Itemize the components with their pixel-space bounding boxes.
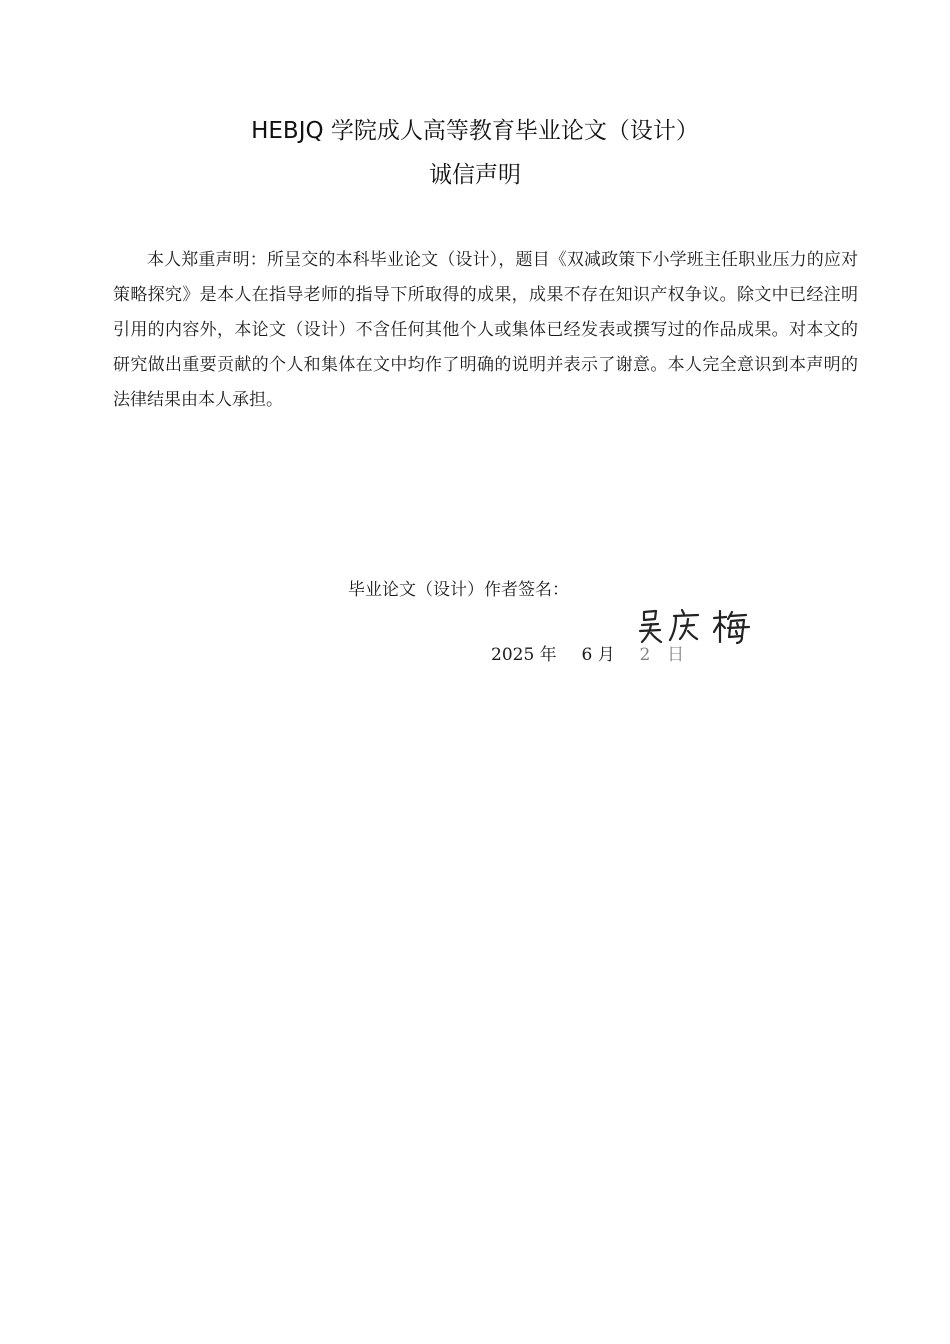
- document-title: HEBJQ 学院成人高等教育毕业论文（设计）: [251, 118, 699, 144]
- declaration-body: 本人郑重声明：所呈交的本科毕业论文（设计），题目《双减政策下小学班主任职业压力的应对策略探究》是本人在指导老师的指导下所取得的成果，成果不存在知识产权争议。除文中已经注明引用的内容外，本论文（设计）不含任何其他个人或集体已经发表或撰写过的作品成果。对本文的研究做出重要贡献的个人和集体在文中均作了明确的说明并表示了谢意。本人完全意识到本声明的法律结果由本人承担。: [113, 250, 858, 410]
- signature-label: 毕业论文（设计）作者签名：: [348, 580, 569, 600]
- date-month-unit: 月: [597, 645, 615, 665]
- date-day: 2: [639, 645, 651, 665]
- document-subtitle: 诚信声明: [429, 162, 521, 188]
- date-day-unit: 日: [667, 645, 685, 665]
- date-month: 6: [581, 645, 593, 665]
- date-year: 2025: [491, 645, 535, 665]
- date-year-unit: 年: [539, 645, 557, 665]
- signature-date: [491, 641, 684, 669]
